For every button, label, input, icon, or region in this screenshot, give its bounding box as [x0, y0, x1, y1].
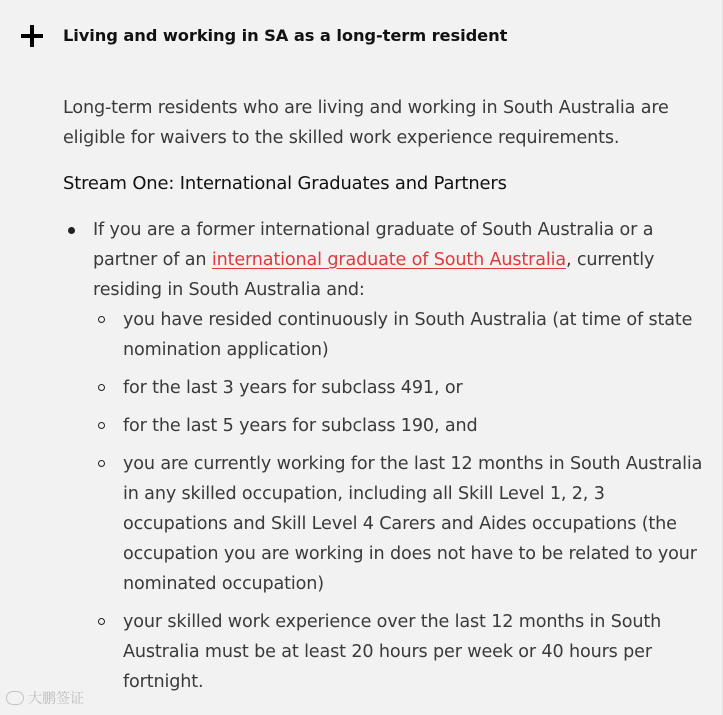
watermark-text: 大鹏签证	[28, 691, 84, 707]
intro-paragraph: Long-term residents who are living and working in South Australia are eligible for waivers to the skilled work experience requirements.	[63, 98, 669, 148]
bullet-circle	[98, 384, 105, 391]
sub-list-item	[93, 305, 703, 365]
sub-item-text: for the last 3 years for subclass 491, or	[123, 378, 463, 398]
watermark	[6, 688, 84, 708]
accordion-title[interactable]: Living and working in SA as a long-term resident	[63, 26, 508, 45]
stream-heading: Stream One: International Graduates and Partners	[63, 173, 507, 194]
accordion-content	[63, 93, 703, 705]
bullet-text-after: , currently residing in South Australia and:	[93, 250, 655, 300]
sub-list-item	[93, 373, 703, 403]
sub-item-text: for the last 5 years for subclass 190, and	[123, 416, 478, 436]
bullet-circle	[98, 618, 105, 625]
sub-item-text: you are currently working for the last 12 months in South Australia in any skilled occupation, including all Skill Level 1, 2, 3 occupations and Skill Level 4 Carers and Aides occupations (the occupation you are working in does not have to be related to your nominated occupation)	[123, 454, 703, 594]
bullet-text-before: If you are a former international graduate of South Australia or a partner of an	[93, 220, 654, 270]
sub-item-text: your skilled work experience over the last 12 months in South Australia must be at least 20 hours per week or 40 hours per fortnight.	[123, 612, 662, 692]
requirements-sublist	[93, 305, 703, 697]
bullet-circle	[98, 422, 105, 429]
watermark-logo-icon	[6, 691, 24, 705]
sub-list-item	[93, 411, 703, 441]
sub-item-text: you have resided continuously in South Australia (at time of state nomination application)	[123, 310, 693, 360]
international-graduate-link[interactable]: international graduate of South Australia	[211, 250, 566, 270]
eligibility-list	[63, 215, 703, 697]
accordion-header[interactable]	[0, 0, 723, 72]
bullet-circle	[98, 460, 105, 467]
plus-icon[interactable]	[21, 25, 43, 47]
sub-list-item	[93, 449, 703, 599]
bullet-circle	[98, 316, 105, 323]
sub-list-item	[93, 607, 703, 697]
list-item	[63, 215, 703, 697]
bullet-disc	[68, 227, 75, 234]
